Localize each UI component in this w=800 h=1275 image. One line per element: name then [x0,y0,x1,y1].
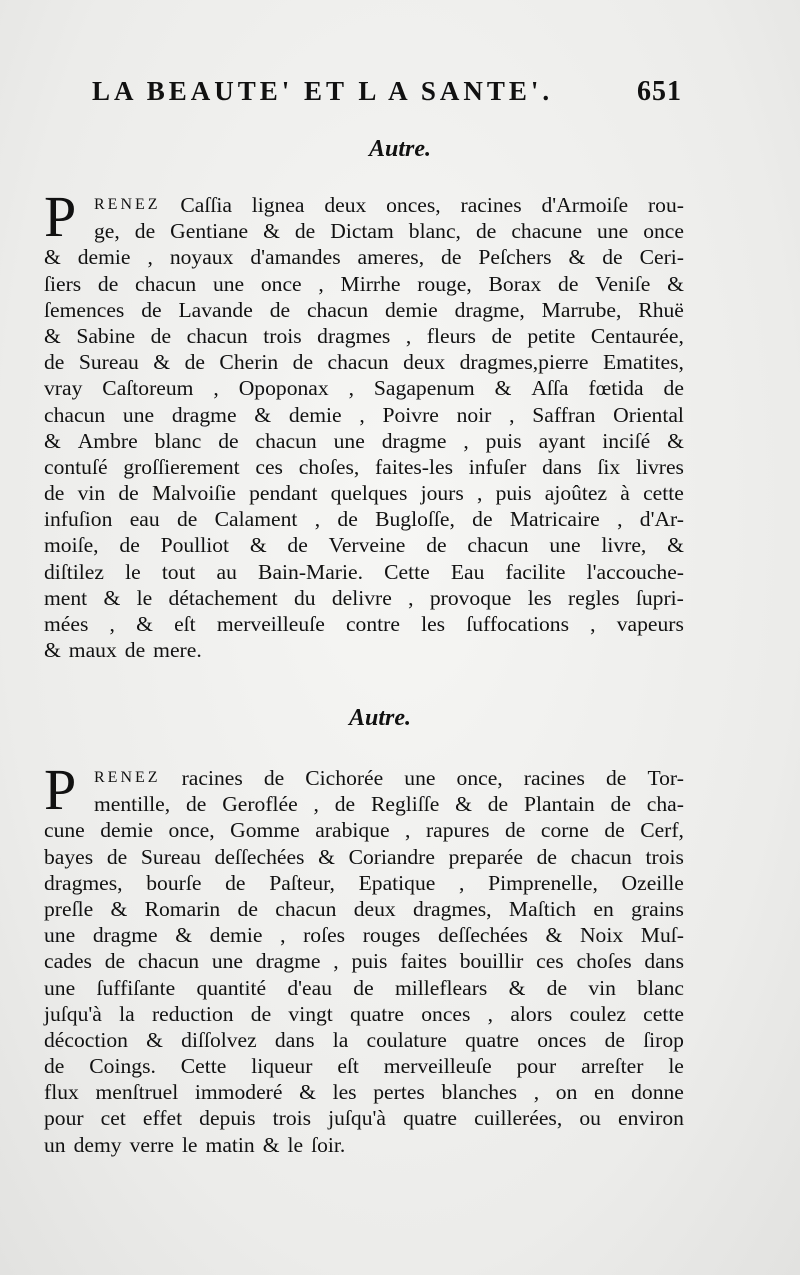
text-line: RENEZ racines de Cichorée une once, racines de Tor- [94,766,684,790]
text-line: RENEZ Caſſia lignea deux onces, racines d'Armoiſe rou- [94,193,684,217]
text-line: ſemences de Lavande de chacun demie dragme, Marrube, Rhuë [44,297,684,322]
recipe-paragraph-2 [44,757,684,1158]
text-line: & Sabine de chacun trois dragmes , fleurs de petite Centaurée, [44,323,684,348]
text-line: une ſuffiſante quantité d'eau de milleflears & de vin blanc [44,975,684,1000]
text-line: diſtilez le tout au Bain-Marie. Cette Eau facilite l'accouche- [44,559,684,584]
text-line: de Sureau & de Cherin de chacun deux dragmes,pierre Ematites, [44,350,684,375]
text-line: vray Caſtoreum , Opoponax , Sagapenum & Aſſa fœtida de [44,376,684,401]
text-line: ge, de Gentiane & de Dictam blanc, de chacune une once [94,219,684,244]
section-heading-2: Autre. [348,705,411,731]
text-line: preſle & Romarin de chacun deux dragmes, Maſtich en grains [44,896,684,921]
text-line: ſiers de chacun une once , Mirrhe rouge, Borax de Veniſe & [44,271,684,296]
text-line: moiſe, de Poulliot & de Verveine de chacun une livre, & [44,533,684,558]
page-number: 651 [637,76,682,107]
text-line: flux menſtruel immoderé & les pertes blanches , on en donne [44,1080,684,1105]
text-line: contuſé groſſierement ces choſes, faites-les infuſer dans ſix livres [44,454,684,479]
text-line: ment & le détachement du delivre , provoque les regles ſupri- [44,585,684,610]
text-line: infuſion eau de Calament , de Bugloſſe, de Matricaire , d'Ar- [44,507,684,532]
text-line: de Coings. Cette liqueur eſt merveilleuſe pour arreſter le [44,1054,684,1079]
text-line: dragmes, bourſe de Paſteur, Epatique , Pimprenelle, Ozeille [44,870,684,895]
text-line: mées , & eſt merveilleuſe contre les ſuffocations , vapeurs [44,612,684,636]
text-line: juſqu'à la reduction de vingt quatre onces , alors coulez cette [44,1001,684,1026]
text-line: une dragme & demie , roſes rouges deſſechées & Noix Muſ- [44,923,684,948]
text-line: pour cet effet depuis trois juſqu'à quatre cuillerées, ou environ [44,1106,684,1131]
section-heading-1: Autre. [368,136,431,162]
opening-word: RENEZ [94,769,161,786]
text-line: décoction & diſſolvez dans la coulature quatre onces de ſirop [44,1027,684,1052]
text-line: & demie , noyaux d'amandes ameres, de Peſchers & de Ceri- [44,245,684,270]
recipe-paragraph-1 [44,184,684,663]
text-line: mentille, de Geroflée , de Regliſſe & de Plantain de cha- [94,792,684,817]
text-line: & Ambre blanc de chacun une dragme , puis ayant inciſé & [44,428,684,453]
drop-cap: P [44,757,77,822]
text-line: bayes de Sureau deſſechées & Coriandre preparée de chacun trois [44,844,684,869]
opening-word: RENEZ [94,196,161,213]
page-header [92,76,682,108]
text-line: de vin de Malvoiſie pendant quelques jours , puis ajoûtez à cette [44,481,684,506]
running-title: LA BEAUTE' ET L A SANTE'. [92,76,554,106]
text-line: & maux de mere. [44,638,202,663]
text-line: un demy verre le matin & le ſoir. [44,1132,346,1157]
drop-cap: P [44,184,77,249]
text-line: chacun une dragme & demie , Poivre noir , Saffran Oriental [44,402,684,427]
text-line: cades de chacun une dragme , puis faites bouillir ces choſes dans [44,949,684,974]
text-line: cune demie once, Gomme arabique , rapures de corne de Cerf, [44,818,684,843]
